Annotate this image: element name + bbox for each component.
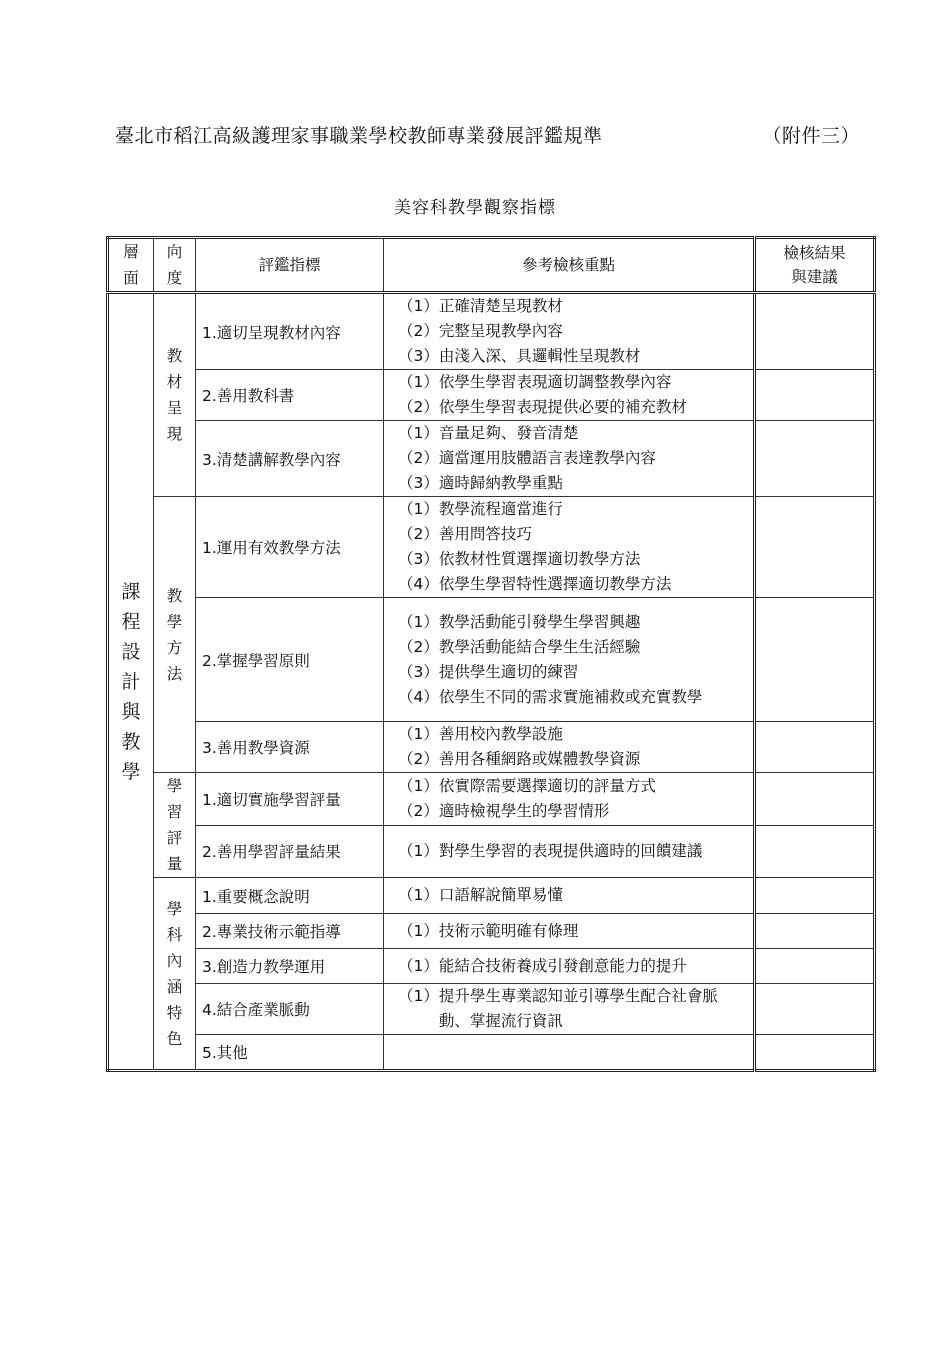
check-point: （3） 依教材性質選擇適切教學方法: [398, 550, 641, 568]
result-cell: [755, 825, 875, 878]
table-subtitle: 美容科教學觀察指標: [394, 198, 556, 218]
table-row: [108, 497, 875, 598]
document-title-text: 臺北市稻江高級護理家事職業學校教師專業發展評鑑規準: [115, 125, 603, 147]
check-point: （1） 教學活動能引發學生學習興趣: [398, 612, 641, 631]
points-cell: [384, 598, 755, 722]
result-cell: [755, 1035, 875, 1071]
table-row: [108, 370, 875, 421]
check-point: （4） 依學生學習特性選擇適切教學方法: [398, 575, 672, 593]
indicator-cell: 1.重要概念說明: [196, 878, 384, 914]
check-point: （1） 善用校內教學設施: [398, 725, 563, 743]
points-cell: [384, 1035, 755, 1071]
points-cell: [384, 773, 755, 826]
header-aspect: 向 度: [154, 238, 196, 293]
indicator-cell: 3.創造力教學運用: [196, 949, 384, 984]
check-point: （2） 適當運用肢體語言表達教學內容: [398, 449, 656, 467]
points-cell: [384, 293, 755, 370]
result-cell: [755, 497, 875, 598]
table-row: [108, 293, 875, 370]
table-row: [108, 598, 875, 722]
table-row: [108, 773, 875, 826]
result-cell: [755, 370, 875, 421]
result-cell: [755, 984, 875, 1035]
aspect-cell: 學 科 內 涵 特 色: [154, 878, 196, 1071]
result-cell: [755, 773, 875, 826]
annex-label: （附件三）: [762, 125, 860, 147]
indicator-cell: 3.善用教學資源: [196, 722, 384, 773]
table-row: [108, 878, 875, 914]
result-cell: [755, 878, 875, 914]
aspect-cell: 教 學 方 法: [154, 497, 196, 773]
points-cell: [384, 421, 755, 497]
check-point: （1） 技術示範明確有條理: [398, 921, 579, 940]
indicator-cell: 1.適切實施學習評量: [196, 773, 384, 826]
check-point: （3） 由淺入深、具邏輯性呈現教材: [398, 347, 641, 365]
rubric-table: [106, 236, 876, 1072]
points-cell: [384, 722, 755, 773]
rubric-body: [108, 293, 875, 1071]
points-cell: [384, 370, 755, 421]
check-point: （1） 口語解說簡單易懂: [398, 886, 563, 904]
points-cell: [384, 914, 755, 949]
aspect-cell: 教 材 呈 現: [154, 293, 196, 497]
table-row: [108, 825, 875, 878]
header-points: 參考檢核重點: [384, 238, 755, 293]
check-point: （1） 正確清楚呈現教材: [398, 297, 563, 315]
table-row: [108, 984, 875, 1035]
indicator-cell: 5.其他: [196, 1035, 384, 1071]
table-row: [108, 421, 875, 497]
indicator-cell: 1.運用有效教學方法: [196, 497, 384, 598]
indicator-cell: 2.專業技術示範指導: [196, 914, 384, 949]
check-point: （1） 提升學生專業認知並引導學生配合社會脈動、掌握流行資訊: [398, 987, 718, 1030]
check-point: （4） 依學生不同的需求實施補救或充實教學: [398, 687, 703, 706]
aspect-cell: 學 習 評 量: [154, 773, 196, 878]
points-cell: [384, 825, 755, 878]
check-point: （1） 能結合技術養成引發創意能力的提升: [398, 956, 687, 975]
check-point: （1） 音量足夠、發音清楚: [398, 424, 579, 442]
indicator-cell: 3.清楚講解教學內容: [196, 421, 384, 497]
check-point: （1） 依實際需要選擇適切的評量方式: [398, 776, 656, 795]
result-cell: [755, 722, 875, 773]
header-row: [108, 238, 875, 293]
points-cell: [384, 878, 755, 914]
check-point: （2） 善用問答技巧: [398, 525, 532, 543]
header-result: 檢核結果 與建議: [755, 238, 875, 293]
result-cell: [755, 949, 875, 984]
check-point: （2） 依學生學習表現提供必要的補充教材: [398, 398, 687, 416]
indicator-cell: 2.掌握學習原則: [196, 598, 384, 722]
check-point: （2） 完整呈現教學內容: [398, 322, 563, 340]
table-row: [108, 914, 875, 949]
table-row: [108, 722, 875, 773]
level-cell: 課 程 設 計 與 教 學: [108, 293, 154, 1071]
check-point: （1） 教學流程適當進行: [398, 500, 563, 518]
table-row: [108, 1035, 875, 1071]
check-point: （3） 適時歸納教學重點: [398, 474, 563, 492]
indicator-cell: 1.適切呈現教材內容: [196, 293, 384, 370]
result-cell: [755, 598, 875, 722]
indicator-cell: 2.善用學習評量結果: [196, 825, 384, 878]
check-point: （2） 適時檢視學生的學習情形: [398, 801, 610, 820]
indicator-cell: 4.結合產業脈動: [196, 984, 384, 1035]
indicator-cell: 2.善用教科書: [196, 370, 384, 421]
result-cell: [755, 293, 875, 370]
header-indicator: 評鑑指標: [196, 238, 384, 293]
table-row: [108, 949, 875, 984]
points-cell: [384, 984, 755, 1035]
check-point: （1） 對學生學習的表現提供適時的回饋建議: [398, 841, 703, 860]
result-cell: [755, 914, 875, 949]
points-cell: [384, 497, 755, 598]
header-level: 層 面: [108, 238, 154, 293]
check-point: （3） 提供學生適切的練習: [398, 662, 579, 681]
document-title: [115, 121, 860, 151]
result-cell: [755, 421, 875, 497]
points-cell: [384, 949, 755, 984]
check-point: （2） 善用各種網路或媒體教學資源: [398, 750, 641, 768]
check-point: （2） 教學活動能結合學生生活經驗: [398, 637, 641, 656]
check-point: （1） 依學生學習表現適切調整教學內容: [398, 373, 672, 391]
